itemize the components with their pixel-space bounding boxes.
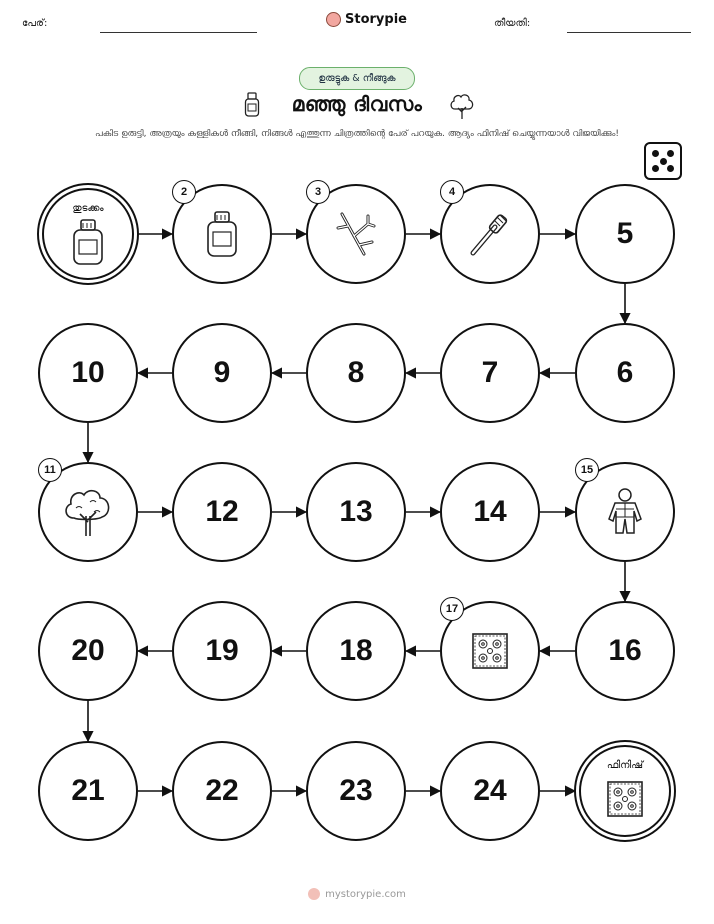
space-number: 12 (205, 495, 239, 528)
board-space (440, 323, 540, 423)
space-number: 19 (205, 634, 239, 667)
board-space (306, 184, 406, 284)
board-space (306, 323, 406, 423)
space-number-tag: 17 (440, 597, 464, 621)
board-space (172, 601, 272, 701)
space-number: 13 (339, 495, 373, 528)
space-number-tag: 4 (440, 180, 464, 204)
name-label: പേര്: (22, 18, 48, 29)
space-number-tag: 11 (38, 458, 62, 482)
space-number: 6 (616, 356, 634, 389)
page-title: മഞ്ഞു ദിവസം (291, 92, 423, 116)
board-space (38, 601, 138, 701)
space-number: 5 (616, 217, 634, 250)
board-space (440, 462, 540, 562)
finish-space (574, 740, 676, 842)
board-space (575, 323, 675, 423)
bottle-icon (71, 218, 105, 266)
space-number: 14 (473, 495, 507, 528)
board-space (172, 184, 272, 284)
board-space (575, 462, 675, 562)
quilt-icon (605, 779, 645, 819)
tree-icon (62, 486, 114, 538)
space-number: 10 (71, 356, 105, 389)
board-space (172, 323, 272, 423)
board-space (306, 462, 406, 562)
space-number: 7 (481, 356, 499, 389)
bottle-icon (205, 210, 239, 258)
board-space (440, 184, 540, 284)
board-space (38, 462, 138, 562)
space-number-tag: 2 (172, 180, 196, 204)
space-number: 9 (213, 356, 231, 389)
board-space (306, 601, 406, 701)
start-label: തുടക്കം (72, 203, 104, 214)
space-number-tag: 15 (575, 458, 599, 482)
board-space (575, 601, 675, 701)
board-space (38, 323, 138, 423)
board-space (575, 184, 675, 284)
footer-url[interactable]: mystorypie.com (325, 888, 406, 900)
board-space (172, 741, 272, 841)
board-space (38, 741, 138, 841)
twig-icon (334, 210, 378, 258)
quilt-icon (470, 631, 510, 671)
space-number: 23 (339, 774, 373, 807)
game-type-badge: ഉരുട്ടുക & നീങ്ങുക (299, 67, 415, 90)
snowsuit-icon (603, 487, 647, 537)
space-number: 21 (71, 774, 105, 807)
space-number: 22 (205, 774, 239, 807)
board-space (440, 601, 540, 701)
finish-label: ഫിനിഷ് (606, 760, 644, 771)
space-number-tag: 3 (306, 180, 330, 204)
space-number: 16 (608, 634, 642, 667)
board-space (172, 462, 272, 562)
space-number: 24 (473, 774, 507, 807)
board-space (306, 741, 406, 841)
space-number: 20 (71, 634, 105, 667)
date-label: തീയതി: (494, 18, 531, 29)
board-space (440, 741, 540, 841)
instructions: പകിട ഉരുട്ടി, അത്രയും കള്ളികൾ നീങ്ങി, നിങ്ങൾ എത്തുന്ന ചിത്രത്തിന്റെ പേര് പറയുക. ആദ്യം ഫിനിഷ് ചെയ്യുന്നയാൾ വിജയിക്കും! (95, 129, 619, 139)
space-number: 18 (339, 634, 373, 667)
start-space (37, 183, 139, 285)
brand-name: Storypie (345, 12, 407, 27)
toothbrush-icon (467, 211, 513, 257)
space-number: 8 (347, 356, 365, 389)
storypie-logo-icon (308, 888, 320, 900)
footer (0, 888, 714, 900)
